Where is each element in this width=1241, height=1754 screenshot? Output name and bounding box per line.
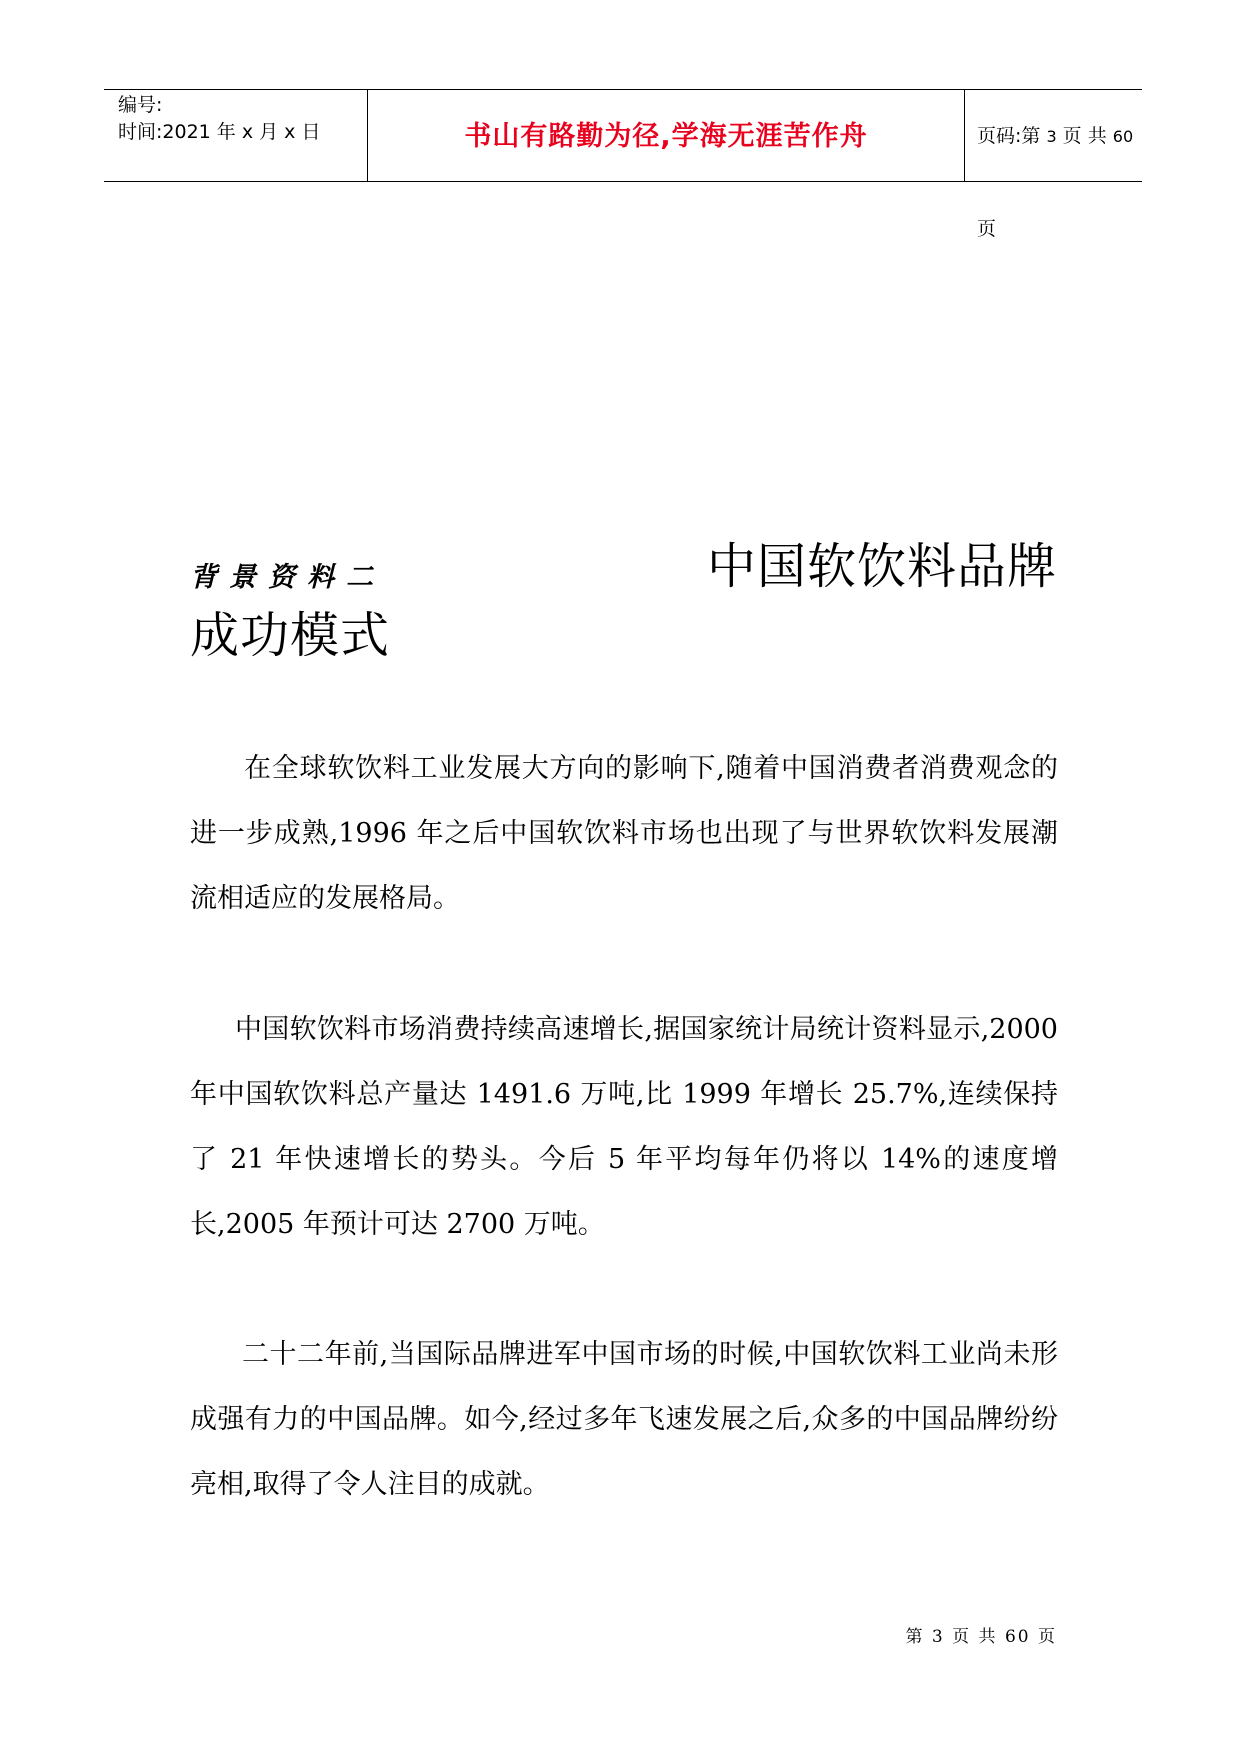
page-suffix: 页 [977,218,997,240]
paragraph-1: 在全球软饮料工业发展大方向的影响下,随着中国消费者消费观念的进一步成熟,1996 年之后中国软饮料市场也出现了与世界软饮料发展潮流相适应的发展格局。 [190,753,1058,914]
document-title: 中国软饮料品牌 [706,538,1057,595]
paragraph-2: 中国软饮料市场消费持续高速增长,据国家统计局统计资料显示,2000 年中国软饮料总产量达 1491.6 万吨,比 1999 年增长 25.7%,连续保持了 21 年快速增长的势头。今后 5 年平均每年仍将以 14%的速度增长,2005 年预计可达 2700 万吨。 [190,1014,1058,1240]
page-prefix: 页码:第 [977,125,1047,147]
paragraph-3: 二十二年前,当国际品牌进军中国市场的时候,中国软饮料工业尚未形成强有力的中国品牌。如今,经过多年飞速发展之后,众多的中国品牌纷纷亮相,取得了令人注目的成就。 [190,1339,1058,1500]
header-motto: 书山有路勤为径,学海无涯苦作舟 [368,90,965,181]
header-page-number [965,90,1142,240]
page-middle: 页 共 [1056,125,1113,147]
serial-number-label: 编号: [118,94,163,116]
document-title-continuation: 成功模式 [190,607,391,664]
header-meta-cell [104,90,368,181]
section-label: 背景资料二 [190,562,385,593]
time-label: 时间:2021 年 x 月 x 日 [118,121,321,143]
page-footer: 第 3 页 共 60 页 [905,1627,1057,1647]
page-total: 60 [1112,127,1134,146]
page-header [104,89,1142,240]
page-current: 3 [1046,127,1057,146]
